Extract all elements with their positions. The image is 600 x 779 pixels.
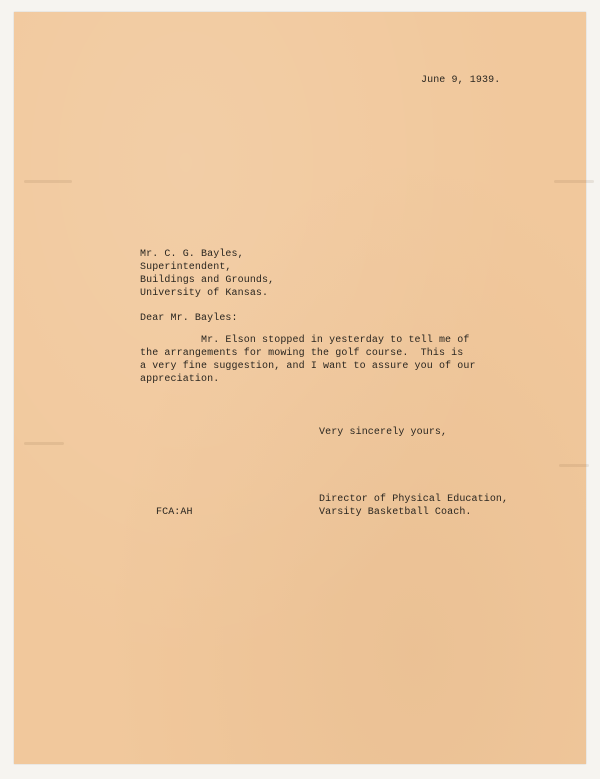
- recipient-name: Mr. C. G. Bayles,: [140, 249, 244, 260]
- body-line: Mr. Elson stopped in yesterday to tell me of: [140, 335, 470, 346]
- body-line: the arrangements for mowing the golf course. This is: [140, 348, 464, 359]
- recipient-title: Superintendent,: [140, 262, 232, 273]
- complimentary-closing: Very sincerely yours,: [319, 427, 448, 438]
- body-line: a very fine suggestion, and I want to assure you of our: [140, 361, 476, 372]
- recipient-address: [140, 248, 274, 300]
- scan-smudge: [559, 464, 589, 467]
- scan-smudge: [24, 180, 72, 183]
- scan-smudge: [24, 442, 64, 445]
- scan-smudge: [554, 180, 594, 183]
- letter-paper: [14, 12, 586, 764]
- salutation: Dear Mr. Bayles:: [140, 313, 238, 324]
- recipient-institution: University of Kansas.: [140, 288, 269, 299]
- letter-body: [140, 334, 476, 386]
- signature-title-line: Director of Physical Education,: [319, 494, 509, 505]
- letter-date: June 9, 1939.: [421, 75, 501, 86]
- reference-initials: FCA:AH: [156, 507, 193, 518]
- recipient-department: Buildings and Grounds,: [140, 275, 275, 286]
- body-line: appreciation.: [140, 374, 220, 385]
- signature-block: [319, 493, 508, 519]
- signature-title-line: Varsity Basketball Coach.: [319, 507, 472, 518]
